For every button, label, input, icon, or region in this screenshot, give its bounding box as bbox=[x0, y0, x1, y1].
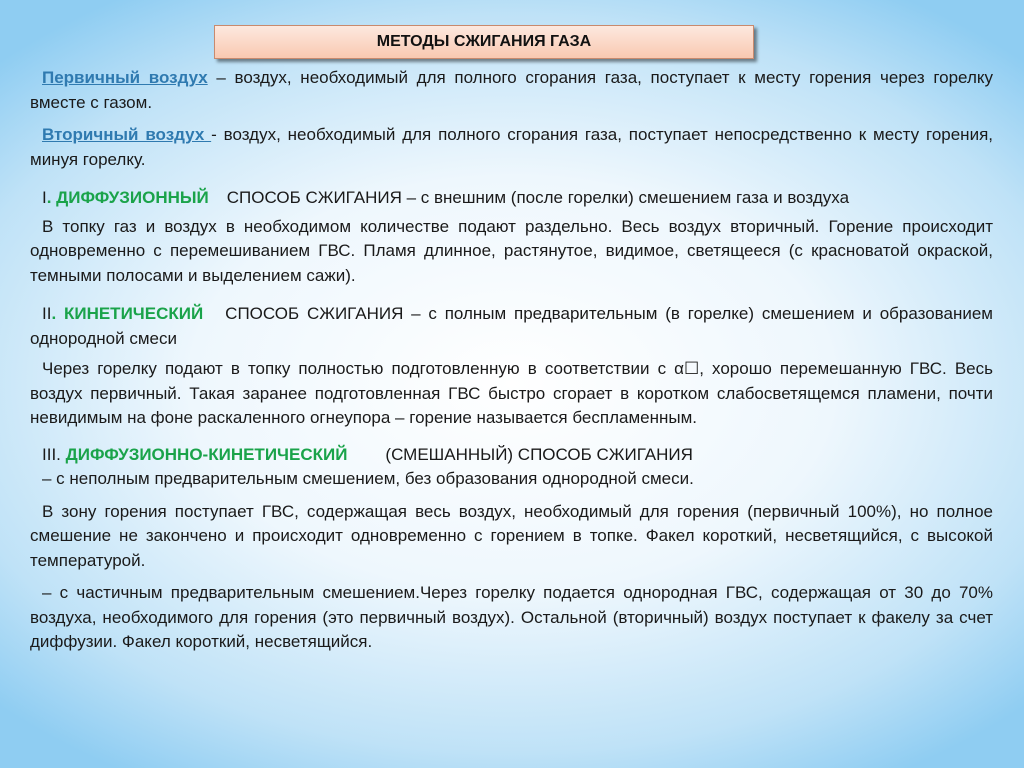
method-1-description: СПОСОБ СЖИГАНИЯ – с внешним (после горелки) смешением газа и воздуха bbox=[226, 188, 850, 207]
slide-title bbox=[214, 25, 754, 59]
method-3-description: (СМЕШАННЫЙ) СПОСОБ СЖИГАНИЯ bbox=[385, 444, 693, 464]
secondary-air-text: - воздух, необходимый для полного сгорания газа, поступает непосредственно к месту горения, минуя горелку. bbox=[30, 125, 993, 169]
method-3-heading bbox=[30, 443, 993, 468]
primary-air-text: – воздух, необходимый для полного сгорания газа, поступает к месту горения через горелку вместе с газом. bbox=[30, 68, 993, 112]
method-2-number: II bbox=[42, 304, 52, 323]
slide-content bbox=[30, 66, 993, 655]
method-1-name: . ДИФФУЗИОННЫЙ bbox=[46, 188, 209, 207]
slide-title-text: МЕТОДЫ СЖИГАНИЯ ГАЗА bbox=[376, 33, 592, 50]
method-2-name: . КИНЕТИЧЕСКИЙ bbox=[51, 304, 204, 323]
secondary-air-definition bbox=[30, 123, 993, 172]
method-2-body: Через горелку подают в топку полностью подготовленную в соответствии с α☐, хорошо перемешанную ГВС. Весь воздух первичный. Такая заранее подготовленная ГВС быстро сгорает в коротком слабосветящемся пламени, почти невидимым на фоне раскаленного огнеупора – горение называется беспламенным. bbox=[30, 359, 993, 427]
method-3-number: III. bbox=[42, 444, 61, 464]
primary-air-term: Первичный воздух bbox=[42, 68, 208, 87]
method-3-name: ДИФФУЗИОННО-КИНЕТИЧЕСКИЙ bbox=[65, 444, 348, 464]
method-3-subheading: – с неполным предварительным смешением, без образования однородной смеси. bbox=[42, 469, 694, 488]
method-1-heading bbox=[30, 186, 993, 211]
method-3-body-2: – с частичным предварительным смешением.Через горелку подается однородная ГВС, содержащая от 30 до 70% воздуха, необходимого для горения (это первичный воздух). Остальной (вторичный) воздух поступает к факелу за счет диффузии. Факел короткий, несветящийся. bbox=[30, 583, 993, 651]
method-1-number: I bbox=[42, 188, 47, 207]
primary-air-definition bbox=[30, 66, 993, 115]
method-1-body: В топку газ и воздух в необходимом количестве подают раздельно. Весь воздух вторичный. Горение происходит одновременно с перемешиванием ГВС. Пламя длинное, растянутое, видимое, светящееся (с красноватой окраской, темными полосами и выделением сажи). bbox=[30, 216, 993, 285]
method-2-heading bbox=[30, 302, 993, 351]
method-2-description: СПОСОБ СЖИГАНИЯ – с полным предварительным (в горелке) смешением и образованием однородной смеси bbox=[30, 304, 993, 348]
secondary-air-term: Вторичный воздух bbox=[42, 125, 212, 144]
method-3-body: В зону горения поступает ГВС, содержащая весь воздух, необходимый для горения (первичный 100%), но полное смешение не закончено и происходит одновременно с горением в топке. Факел короткий, несветящийся, с высокой температурой. bbox=[30, 501, 993, 570]
